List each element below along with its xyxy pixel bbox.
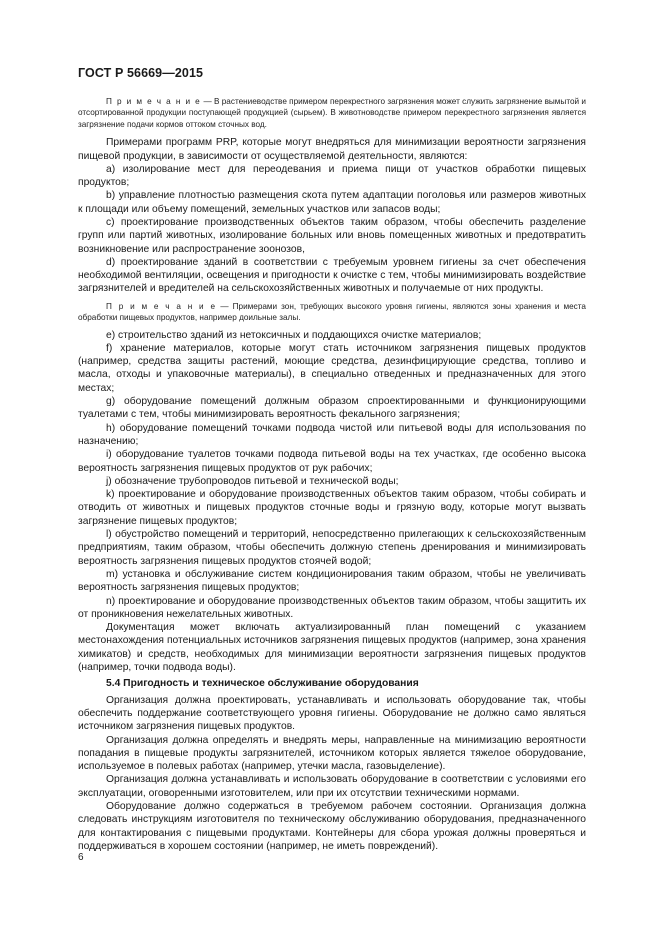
note-2 <box>78 301 586 324</box>
note-1 <box>78 96 586 130</box>
body-paragraph: g) оборудование помещений должным образом спроектированными и функционирующими туалетами с тем, чтобы минимизировать вероятность фекального загрязнения; <box>78 396 586 421</box>
body-paragraph: Примерами программ PRP, которые могут внедряться для минимизации вероятности загрязнения пищевой продукции, в зависимости от осуществляемой деятельности, являются: <box>78 137 586 162</box>
body-paragraph: Документация может включать актуализированный план помещений с указанием местонахождения потенциальных источников загрязнения пищевых продуктов (например, зона хранения химикатов) и средств, необходимых для минимизации вероятности загрязнения пищевых продуктов (например, точки подвода воды). <box>78 622 586 674</box>
body-paragraph: Организация должна проектировать, устанавливать и использовать оборудование так, чтобы обеспечить поддержание соответствующего уровня гигиены. Оборудование не должно само являться источником загрязнения пищевых продуктов. <box>78 694 586 733</box>
paragraph-group-a <box>78 136 586 296</box>
body-paragraph: h) оборудование помещений точками подвода чистой или питьевой воды для использования по назначению; <box>78 422 586 447</box>
body-paragraph: m) установка и обслуживание систем кондиционирования таким образом, чтобы не увеличивать вероятность загрязнения пищевых продуктов; <box>78 568 586 594</box>
note-label: П р и м е ч а н и е <box>106 301 217 311</box>
standard-header: ГОСТ Р 56669—2015 <box>78 66 204 80</box>
body-paragraph: f) хранение материалов, которые могут стать источником загрязнения пищевых продуктов (например, средства защиты растений, моющие средства, дезинфицирующие средства, топливо и масла, отходы и упаковочные материалы), в специально отведенных и предназначенных для этого местах; <box>78 342 586 394</box>
body-paragraph: e) строительство зданий из нетоксичных и поддающихся очистке материалов; <box>106 329 482 341</box>
note-text: — В растениеводстве примером перекрестного загрязнения может служить загрязнение вымытой и отсортированной продукции поступающей продукцией (сырьем). В животноводстве примером перекрестного загрязнения является загрязнение подачи кормов оттоком сточных вод. <box>78 97 586 129</box>
body-paragraph: n) проектирование и оборудование производственных объектов таким образом, чтобы защитить их от проникновения нежелательных животных. <box>78 595 586 620</box>
page-number: 6 <box>78 852 84 863</box>
body-paragraph: l) обустройство помещений и территорий, непосредственно прилегающих к сельскохозяйственным предприятиям, таким образом, чтобы обеспечить должную степень дренирования и минимизировать вероятность загрязнения пищевых продуктов стоячей водой; <box>78 529 586 567</box>
note-label: П р и м е ч а н и е <box>106 97 202 106</box>
body-paragraph: Организация должна устанавливать и использовать оборудование в соответствии с условиями его эксплуатации, оговоренными изготовителем, или при их отсутствии техническими нормами. <box>78 774 586 799</box>
note-text: — Примерами зон, требующих высокого уровня гигиены, являются зоны хранения и места обработки пищевых продуктов, например доильные залы. <box>78 301 586 323</box>
body-paragraph: j) обозначение трубопроводов питьевой и технической воды; <box>106 475 399 487</box>
body-paragraph: c) проектирование производственных объектов таким образом, чтобы обеспечить разделение групп или партий животных, изолирование больных или вновь помещенных животных и предотвратить возникновение или распространение зоонозов, <box>78 217 586 255</box>
body-paragraph: i) оборудование туалетов точками подвода питьевой воды на тех участках, где особенно высока вероятность загрязнения пищевых продуктов от рук рабочих; <box>78 449 586 474</box>
body-paragraph: Организация должна определять и внедрять меры, направленные на минимизацию вероятности попадания в пищевые продукты загрязнителей, источником которых является тяжелое оборудование, используемое в полевых работах (например, утечки масла, газовыделение). <box>78 734 586 773</box>
body-paragraph: b) управление плотностью размещения скота путем адаптации поголовья или размеров животных к площади или объему помещений, земельных участков или запасов воды; <box>78 190 586 215</box>
body-paragraph: k) проектирование и оборудование производственных объектов таким образом, чтобы собирать и отводить от животных и пищевых продуктов сточные воды и грязную воду, которые могут вызвать загрязнение пищевых продуктов; <box>78 489 586 527</box>
body-paragraph: Оборудование должно содержаться в требуемом рабочем состоянии. Организация должна следовать инструкциям изготовителя по техническому обслуживанию оборудования, предназначенного для контактирования с пищевыми продуктами. Контейнеры для сбора урожая должны проверяться и поддерживаться в хорошем состоянии (например, не иметь повреждений). <box>78 800 586 852</box>
paragraph-group-c <box>78 694 586 854</box>
page-content <box>78 96 586 853</box>
body-paragraph: d) проектирование зданий в соответствии с требуемым уровнем гигиены за счет обеспечения необходимой вентиляции, освещения и пригодности к очистке с тем, чтобы минимизировать воздействие загрязнителей и вредителей на сельскохозяйственных животных и получаемые от них продукты. <box>78 256 586 295</box>
section-heading: 5.4 Пригодность и техническое обслуживание оборудования <box>106 678 419 690</box>
paragraph-group-b <box>78 329 586 675</box>
body-paragraph: a) изолирование мест для переодевания и приема пищи от участков обработки пищевых продуктов; <box>78 163 586 189</box>
